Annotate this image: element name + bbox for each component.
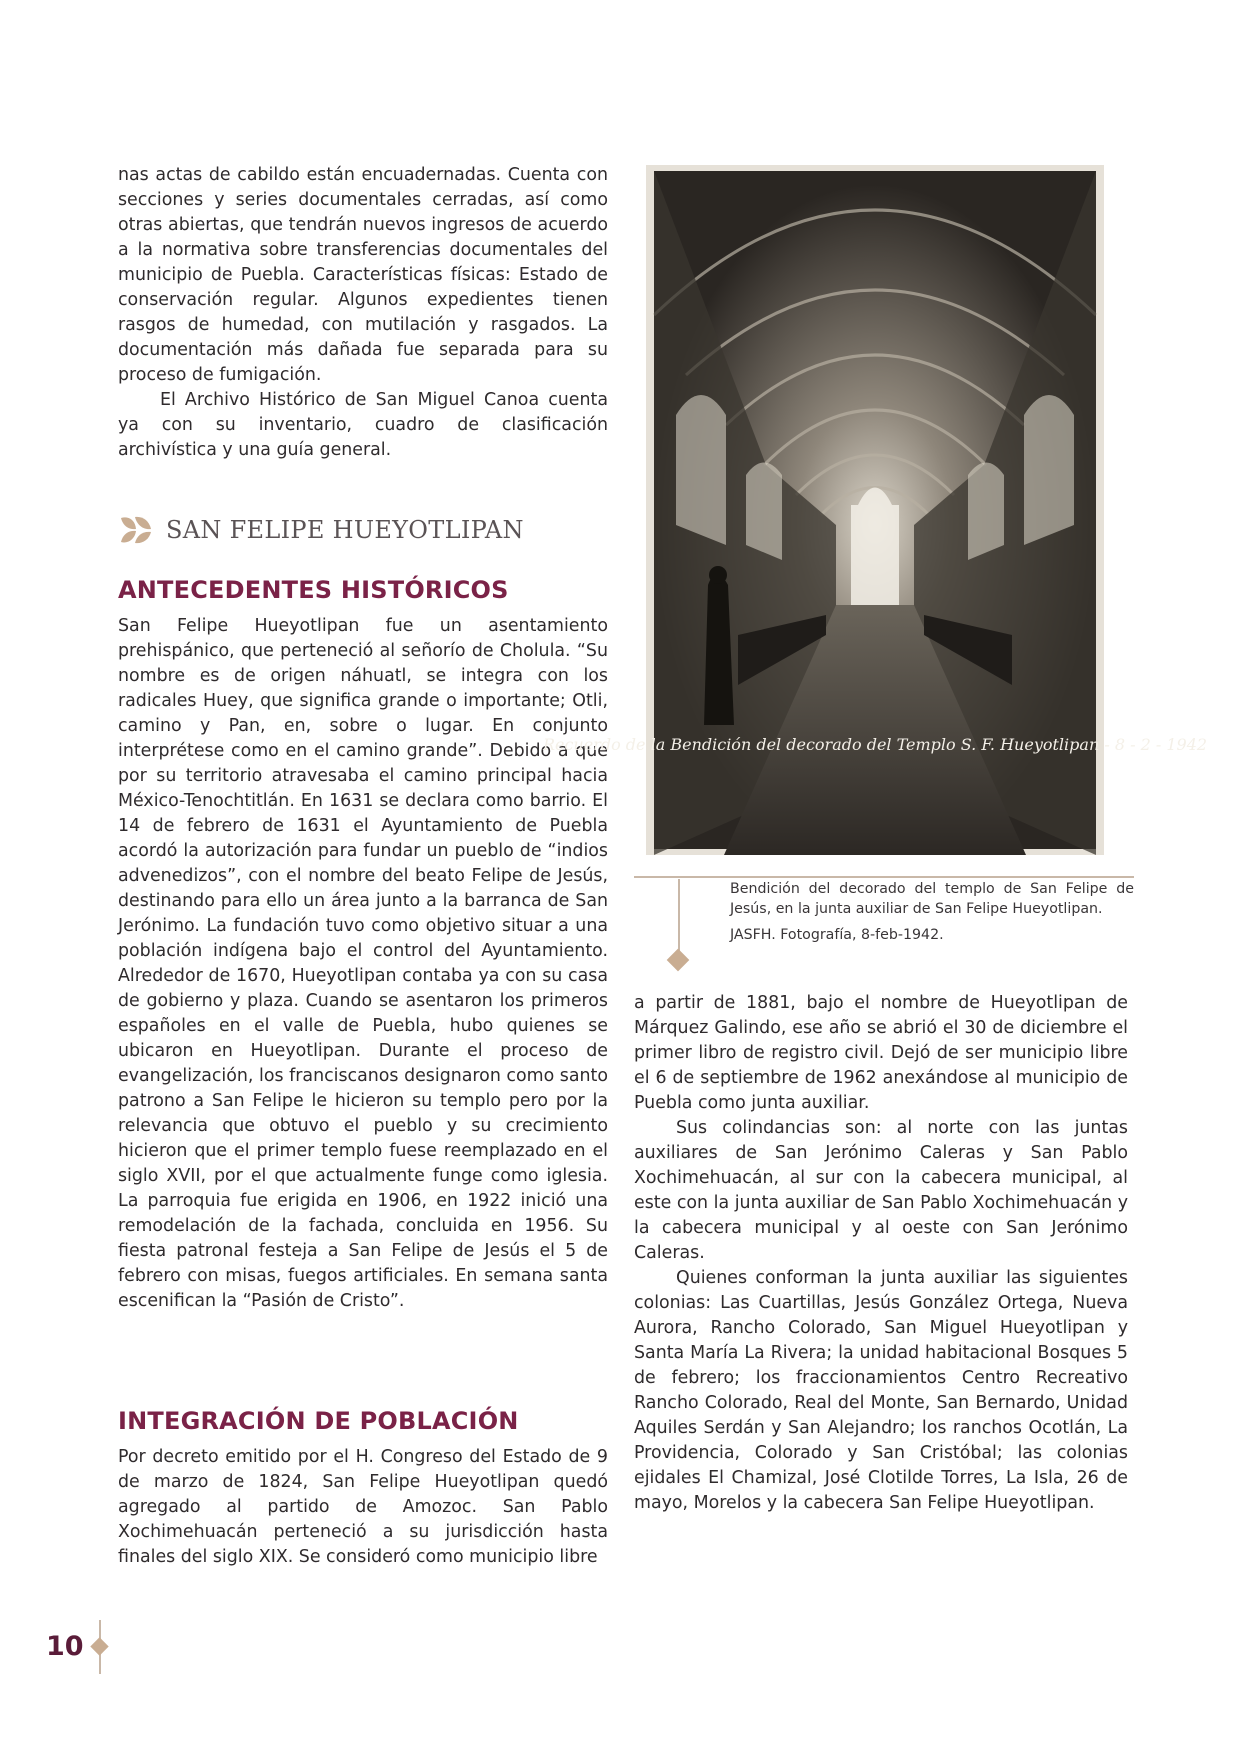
integracion-text: Por decreto emitido por el H. Congreso del Estado de 9 de marzo de 1824, San Felipe Hueyotlipan quedó agregado al partido de Amozoc. San Pablo Xochimehuacán perteneció a su jurisdicción hasta finales del siglo XIX. Se consideró como municipio libre	[118, 1447, 608, 1567]
photo-inscription: Recuerdo de la Bendición del decorado del Templo S. F. Hueyotlipan - 8 - 2 - 1942	[542, 735, 1208, 754]
integracion-heading: INTEGRACIÓN DE POBLACIÓN	[118, 1407, 519, 1435]
leaf-ornament-icon	[118, 514, 154, 546]
caption-rule	[634, 876, 1134, 878]
intro-paragraph-1: nas actas de cabildo están encuadernadas. Cuenta con secciones y series documentales cerradas, así como otras abiertas, que tendrán nuevos ingresos de acuerdo a la normativa sobre transferencias documentales del municipio de Puebla. Características físicas: Estado de conservación regular. Algunos expedientes tienen rasgos de humedad, con mutilación y rasgados. La documentación más dañada fue separada para su proceso de fumigación.	[118, 165, 608, 385]
antecedentes-heading: ANTECEDENTES HISTÓRICOS	[118, 576, 509, 604]
page-number: 10	[46, 1631, 84, 1662]
caption-credit: JASFH. Fotografía, 8-feb-1942.	[730, 927, 944, 943]
integracion-body	[118, 1445, 608, 1570]
antecedentes-text: San Felipe Hueyotlipan fue un asentamiento prehispánico, que perteneció al señorío de Cholula. “Su nombre es de origen náhuatl, se integra con los radicales Huey, que significa grande o importante; Otli, camino y Pan, en, sobre o lugar. En conjunto interprétese como en el camino grande”. Debido a que por su territorio atravesaba el camino principal hacia México-Tenochtitlán. En 1631 se declara como barrio. El 14 de febrero de 1631 el Ayuntamiento de Puebla acordó la autorización para fundar un pueblo de “indios advenedizos”, con el nombre del beato Felipe de Jesús, destinando para ello un área junto a la barranca de San Jerónimo. La fundación tuvo como objetivo situar a una población indígena bajo el control del Ayuntamiento. Alrededor de 1670, Hueyotlipan contaba ya con su casa de gobierno y plaza. Cuando se asentaron los primeros españoles en el valle de Puebla, hubo quienes se ubicaron en Hueyotlipan. Durante el proceso de evangelización, los franciscanos designaron como santo patrono a San Felipe le hicieron su templo pero por la relevancia que obtuvo el pueblo y su crecimiento hicieron que el primer templo fuese reemplazado en el siglo XVII, por el que actualmente funge como iglesia. La parroquia fue erigida en 1906, en 1922 inició una remodelación de la fachada, concluida en 1956. Su fiesta patronal festeja a San Felipe de Jesús el 5 de febrero con misas, fuegos artificiales. En semana santa escenifican la “Pasión de Cristo”.	[118, 616, 608, 1311]
antecedentes-body	[118, 614, 608, 1314]
diamond-ornament-icon	[667, 949, 690, 972]
section-title	[118, 510, 524, 550]
intro-paragraph-2: El Archivo Histórico de San Miguel Canoa cuenta ya con su inventario, cuadro de clasificación archivística y una guía general.	[118, 390, 608, 460]
caption-vertical-rule	[678, 879, 680, 953]
church-interior-photo	[542, 165, 1208, 855]
right-paragraph-2: Sus colindancias son: al norte con las juntas auxiliares de San Jerónimo Caleras y San Pablo Xochimehuacán, al sur con la cabecera municipal, al este con la junta auxiliar de San Pablo Xochimehuacán y la cabecera municipal y al oeste con San Jerónimo Caleras.	[634, 1118, 1128, 1263]
section-title-text: SAN FELIPE HUEYOTLIPAN	[166, 516, 524, 544]
right-column	[634, 991, 1128, 1516]
right-paragraph-1: a partir de 1881, bajo el nombre de Hueyotlipan de Márquez Galindo, ese año se abrió el 30 de diciembre el primer libro de registro civil. Dejó de ser municipio libre el 6 de septiembre de 1962 anexándose al municipio de Puebla como junta auxiliar.	[634, 993, 1128, 1113]
page-number-diamond-icon	[90, 1637, 108, 1655]
right-paragraph-3: Quienes conforman la junta auxiliar las siguientes colonias: Las Cuartillas, Jesús González Ortega, Nueva Aurora, Rancho Colorado, San Miguel Hueyotlipan y Santa María La Rivera; la unidad habitacional Bosques 5 de febrero; los fraccionamientos Centro Recreativo Rancho Colorado, Real del Monte, San Bernardo, Unidad Aquiles Serdán y San Alejandro; los ranchos Ocotlán, La Providencia, Colorado y San Cristóbal; las colonias ejidales El Chamizal, José Clotilde Torres, La Isla, 26 de mayo, Morelos y la cabecera San Felipe Hueyotlipan.	[634, 1268, 1128, 1513]
caption-description: Bendición del decorado del templo de San Felipe de Jesús, en la junta auxiliar de San Felipe Hueyotlipan.	[730, 881, 1134, 917]
left-column	[118, 163, 608, 463]
